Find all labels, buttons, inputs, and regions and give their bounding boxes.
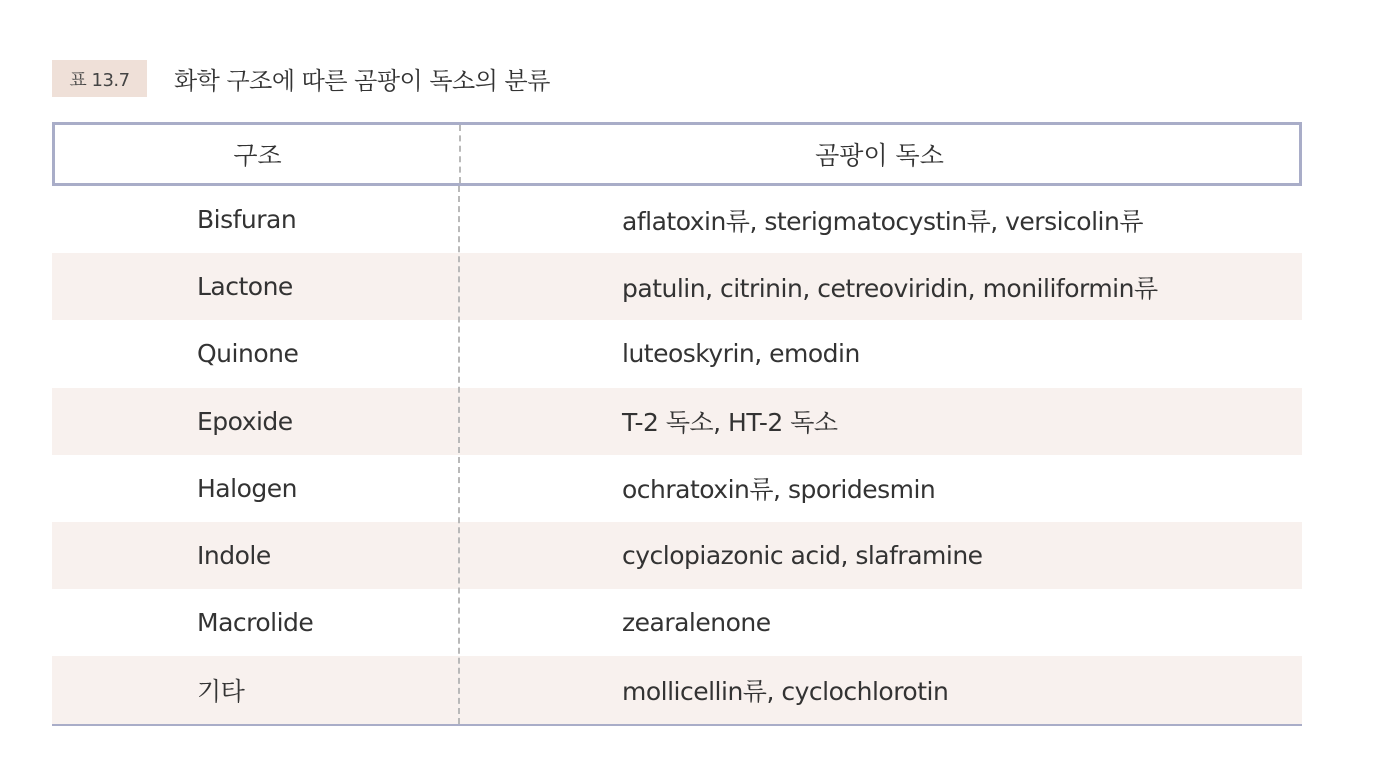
toxin-cell: cyclopiazonic acid, slaframine (622, 541, 983, 571)
table-row (52, 522, 1302, 589)
structure-cell: Indole (197, 541, 271, 571)
table-header (52, 122, 1302, 186)
structure-cell: 기타 (197, 676, 245, 706)
table-row (52, 320, 1302, 387)
table-row (52, 186, 1302, 253)
header-structure: 구조 (233, 141, 282, 170)
table-body (52, 186, 1302, 726)
structure-cell: Epoxide (197, 406, 293, 436)
table-title: 화학 구조에 따른 곰팡이 독소의 분류 (174, 67, 550, 95)
mycotoxin-classification-table (52, 122, 1302, 726)
table-row (52, 253, 1302, 320)
toxin-cell: mollicellin류, cyclochlorotin (622, 676, 949, 706)
table-row (52, 388, 1302, 455)
table-caption (52, 60, 550, 97)
column-divider (459, 125, 461, 183)
structure-cell: Quinone (197, 339, 299, 369)
table-row (52, 455, 1302, 522)
table-row (52, 589, 1302, 656)
toxin-cell: aflatoxin류, sterigmatocystin류, versicolin류 (622, 206, 1143, 236)
toxin-cell: luteoskyrin, emodin (622, 339, 860, 369)
header-mycotoxin: 곰팡이 독소 (815, 141, 944, 170)
column-divider (458, 186, 460, 724)
structure-cell: Macrolide (197, 608, 314, 638)
table-number-label: 표 13.7 (52, 60, 147, 97)
toxin-cell: T-2 독소, HT-2 독소 (622, 408, 838, 438)
toxin-cell: ochratoxin류, sporidesmin (622, 475, 936, 505)
structure-cell: Halogen (197, 473, 297, 503)
table-row (52, 656, 1302, 723)
structure-cell: Lactone (197, 272, 293, 302)
toxin-cell: zearalenone (622, 608, 771, 638)
structure-cell: Bisfuran (197, 205, 297, 235)
toxin-cell: patulin, citrinin, cetreoviridin, moniliformin류 (622, 273, 1158, 303)
